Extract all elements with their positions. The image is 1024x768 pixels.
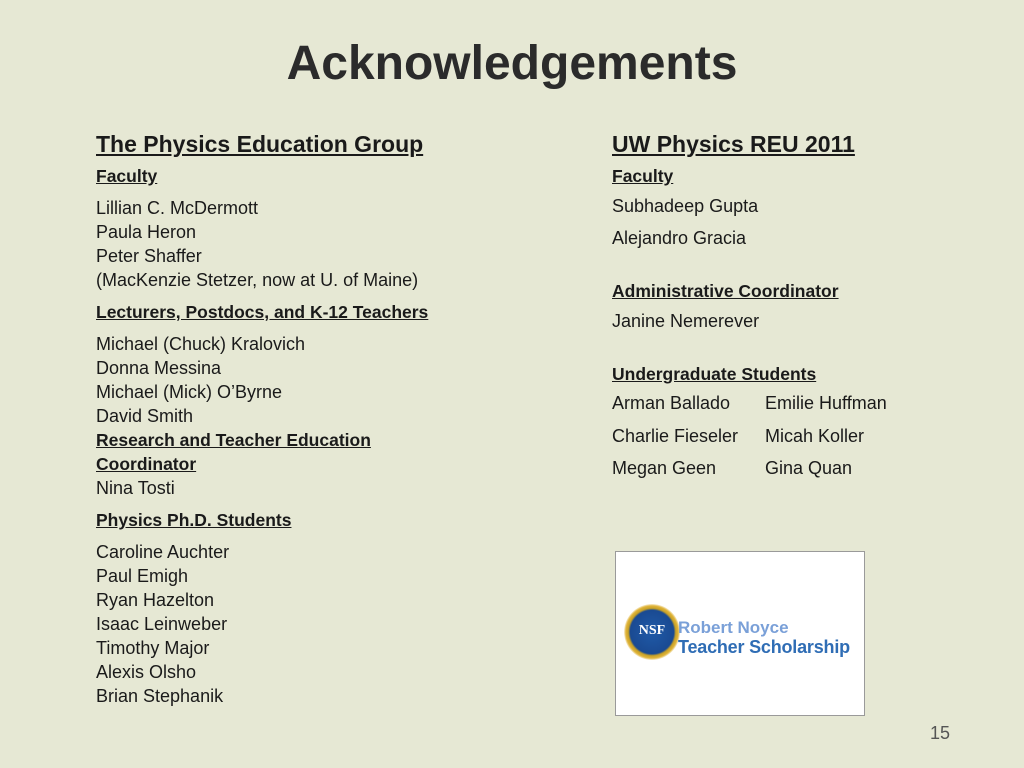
reu-faculty-heading: Faculty (612, 166, 674, 186)
reu-heading: UW Physics REU 2011 (612, 131, 855, 157)
list-item: Paul Emigh (96, 566, 189, 586)
faculty-heading: Faculty (96, 166, 158, 186)
slide-title: Acknowledgements (286, 37, 738, 90)
nsf-seal-icon (624, 604, 680, 660)
list-item: (MacKenzie Stetzer, now at U. of Maine) (96, 270, 419, 290)
list-item: Michael (Chuck) Kralovich (96, 334, 306, 354)
list-item: Michael (Mick) O’Byrne (96, 382, 283, 402)
phd-heading: Physics Ph.D. Students (96, 510, 292, 530)
list-item: Timothy Major (96, 638, 210, 658)
right-column (612, 128, 972, 485)
coordinator-name: Nina Tosti (96, 478, 175, 498)
page-number: 15 (930, 723, 951, 743)
left-column (96, 128, 536, 708)
phd-list (96, 540, 536, 708)
list-item: Arman Ballado (612, 393, 731, 413)
list-item: Brian Stephanik (96, 686, 224, 706)
faculty-list (96, 196, 536, 292)
undergrad-grid (612, 387, 972, 485)
list-item: Peter Shaffer (96, 246, 202, 266)
coordinator-heading: Research and Teacher Education (96, 430, 371, 450)
list-item: Megan Geen (612, 458, 717, 478)
logo-line2: Teacher Scholarship (678, 637, 850, 657)
undergrad-heading: Undergraduate Students (612, 364, 817, 384)
list-item: Donna Messina (96, 358, 222, 378)
logo-line1: Robert Noyce (678, 618, 789, 637)
group-heading: The Physics Education Group (96, 131, 424, 157)
list-item: Paula Heron (96, 222, 197, 242)
list-item: Lillian C. McDermott (96, 198, 259, 218)
reu-faculty-list (612, 190, 972, 254)
lecturers-heading: Lecturers, Postdocs, and K-12 Teachers (96, 302, 429, 322)
list-item: David Smith (96, 406, 194, 426)
list-item: Ryan Hazelton (96, 590, 215, 610)
list-item: Gina Quan (765, 458, 853, 478)
list-item: Alejandro Gracia (612, 228, 747, 248)
list-item: Caroline Auchter (96, 542, 230, 562)
list-item: Charlie Fieseler (612, 425, 739, 446)
coordinator-heading-cont: Coordinator (96, 454, 197, 474)
list-item: Micah Koller (765, 425, 865, 446)
admin-list (612, 305, 972, 337)
list-item: Janine Nemerever (612, 311, 760, 331)
nsf-seal-text: NSF (638, 623, 666, 638)
noyce-logo (615, 551, 865, 716)
list-item: Subhadeep Gupta (612, 196, 759, 216)
admin-heading: Administrative Coordinator (612, 281, 839, 301)
list-item: Emilie Huffman (765, 393, 887, 413)
list-item: Alexis Olsho (96, 662, 197, 682)
lecturers-list (96, 332, 536, 428)
list-item: Isaac Leinweber (96, 614, 228, 634)
